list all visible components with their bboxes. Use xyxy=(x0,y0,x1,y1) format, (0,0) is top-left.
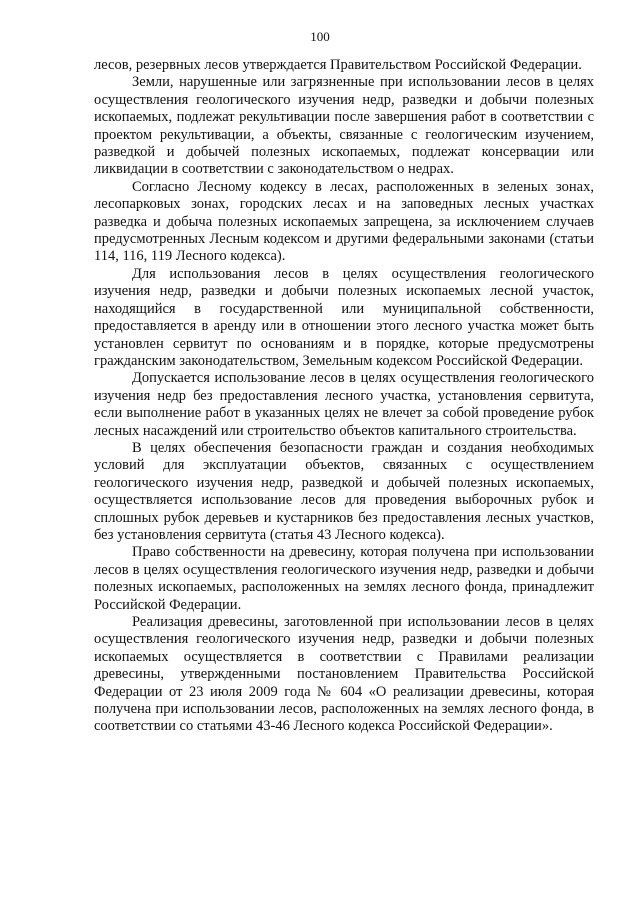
paragraph-5: Допускается использование лесов в целях осуществления геологического изучения недр без предоставления лесного участка, установления сервитута, если выполнение работ в указанных целях не влечет за собой проведение рубок лесных насаждений или строительство объектов капитального строительства. xyxy=(94,370,594,439)
paragraph-3: Согласно Лесному кодексу в лесах, расположенных в зеленых зонах, лесопарковых зонах, городских лесах и на заповедных лесных участках разведка и добыча полезных ископаемых запрещена, за исключением случаев предусмотренных Лесным кодексом и другими федеральными законами (статьи 114, 116, 119 Лесного кодекса). xyxy=(94,178,594,265)
document-body xyxy=(94,57,594,736)
paragraph-1: лесов, резервных лесов утверждается Правительством Российской Федерации. xyxy=(94,57,582,73)
page-number: 100 xyxy=(310,29,330,44)
paragraph-2: Земли, нарушенные или загрязненные при использовании лесов в целях осуществления геологического изучения недр, разведки и добычи полезных ископаемых, подлежат рекультивации после завершения работ в соответствии с проектом рекультивации, а объекты, связанные с геологическим изучением, разведкой и добычей полезных ископаемых, подлежат консервации или ликвидации в соответствии с законодательством о недрах. xyxy=(94,74,594,178)
paragraph-7: Право собственности на древесину, которая получена при использовании лесов в целях осуществления геологического изучения недр, разведки и добычи полезных ископаемых, расположенных на землях лесного фонда, принадлежит Российской Федерации. xyxy=(94,544,594,613)
paragraph-8: Реализация древесины, заготовленной при использовании лесов в целях осуществления геологического изучения недр, разведки и добычи полезных ископаемых осуществляется в соответствии с Правилами реализации древесины, утвержденными постановлением Правительства Российской Федерации от 23 июля 2009 года № 604 «О реализации древесины, которая получена при использовании лесов, расположенных на землях лесного фонда, в соответствии со статьями 43-46 Лесного кодекса Российской Федерации». xyxy=(94,614,594,735)
paragraph-6: В целях обеспечения безопасности граждан и создания необходимых условий для эксплуатации объектов, связанных с осуществлением геологического изучения недр, разведкой и добычей полезных ископаемых, осуществляется использование лесов для проведения выборочных рубок и сплошных рубок деревьев и кустарников без предоставления лесных участков, без установления сервитута (статья 43 Лесного кодекса). xyxy=(94,439,594,543)
paragraph-4: Для использования лесов в целях осуществления геологического изучения недр, разведки и добычи полезных ископаемых лесной участок, находящийся в государственной или муниципальной собственности, предоставляется в аренду или в отношении этого лесного участка может быть установлен сервитут по основаниям и в порядке, которые предусмотрены гражданским законодательством, Земельным кодексом Российской Федерации. xyxy=(94,265,594,369)
